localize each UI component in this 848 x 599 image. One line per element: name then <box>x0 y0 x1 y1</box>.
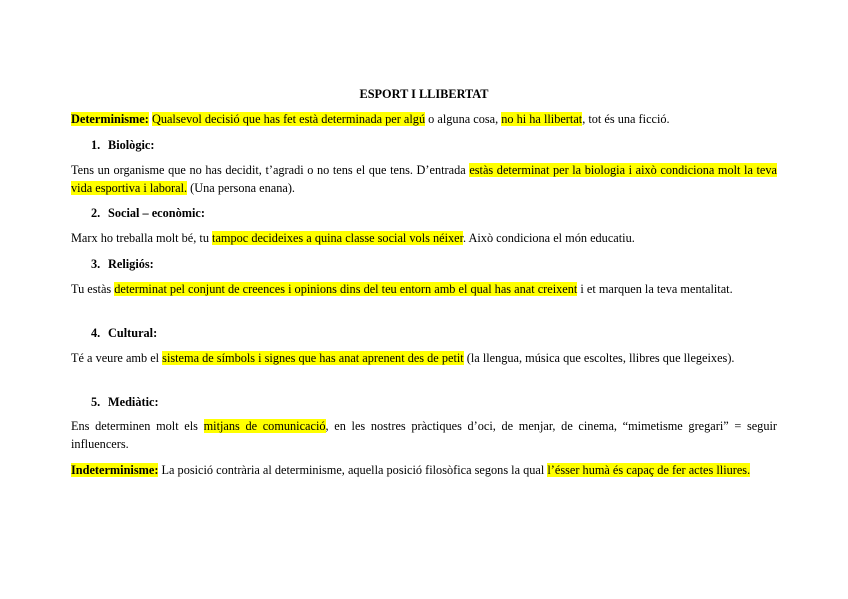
section-text-biologic: Tens un organisme que no has decidit, t’agradi o no tens el que tens. D’entrada estàs determinat per la biologia i això condiciona molt la teva vida esportiva i laboral. (Una persona enana). <box>71 163 777 195</box>
determinisme-highlight-2: no hi ha llibertat <box>501 112 583 126</box>
highlight: sistema de símbols i signes que has anat aprenent des de petit <box>162 351 464 365</box>
determinisme-text-2: o alguna cosa, <box>425 112 502 126</box>
section-heading-cultural <box>91 325 157 341</box>
section-text-mediatic: Ens determinen molt els mitjans de comunicació, en les nostres pràctiques d’oci, de menjar, de cinema, “mimetisme gregari” = seguir influencers. <box>71 419 777 451</box>
section-number: 1. <box>91 138 101 152</box>
section-text-religios: Tu estàs determinat pel conjunt de creences i opinions dins del teu entorn amb el qual has anat creixent i et marquen la teva mentalitat. <box>71 282 733 296</box>
section-heading-social-economic <box>91 205 205 221</box>
determinisme-text-3: , tot és una ficció. <box>582 112 670 126</box>
section-heading-label: Biològic: <box>108 138 155 152</box>
highlight: mitjans de comunicació <box>203 419 326 433</box>
section-number: 4. <box>91 326 101 340</box>
indeterminisme-highlight: l’ésser humà és capaç de fer actes lliures. <box>547 463 751 477</box>
section-number: 3. <box>91 257 101 271</box>
section-number: 2. <box>91 206 101 220</box>
section-heading-religios <box>91 256 154 272</box>
document-page <box>71 0 777 599</box>
section-heading-label: Cultural: <box>108 326 158 340</box>
section-text-social-economic: Marx ho treballa molt bé, tu tampoc decideixes a quina classe social vols néixer. Això condiciona el món educatiu. <box>71 231 635 245</box>
section-number: 5. <box>91 395 101 409</box>
section-heading-label: Religiós: <box>108 257 154 271</box>
section-heading-label: Social – econòmic: <box>108 206 205 220</box>
highlight: determinat pel conjunt de creences i opinions dins del teu entorn amb el qual has anat creixent <box>114 282 578 296</box>
determinisme-highlight-1: Qualsevol decisió que has fet està determinada per algú <box>151 112 426 126</box>
section-heading-label: Mediàtic: <box>108 395 159 409</box>
indeterminisme-term: Indeterminisme: <box>71 463 159 477</box>
section-heading-mediatic <box>91 394 159 410</box>
highlight: tampoc decideixes a quina classe social vols néixer <box>212 231 464 245</box>
document-title: ESPORT I LLIBERTAT <box>359 87 489 101</box>
determinisme-paragraph <box>71 111 777 129</box>
indeterminisme-text: La posició contrària al determinisme, aquella posició filosòfica segons la qual <box>158 463 548 477</box>
indeterminisme-paragraph <box>71 462 777 480</box>
section-text-cultural: Té a veure amb el sistema de símbols i signes que has anat aprenent des de petit (la llengua, música que escoltes, llibres que llegeixes). <box>71 351 735 365</box>
section-heading-biologic <box>91 137 154 153</box>
highlight: estàs determinat per la biologia i això condiciona molt la teva vida esportiva i laboral. <box>71 163 777 195</box>
determinisme-term: Determinisme: <box>71 112 149 126</box>
